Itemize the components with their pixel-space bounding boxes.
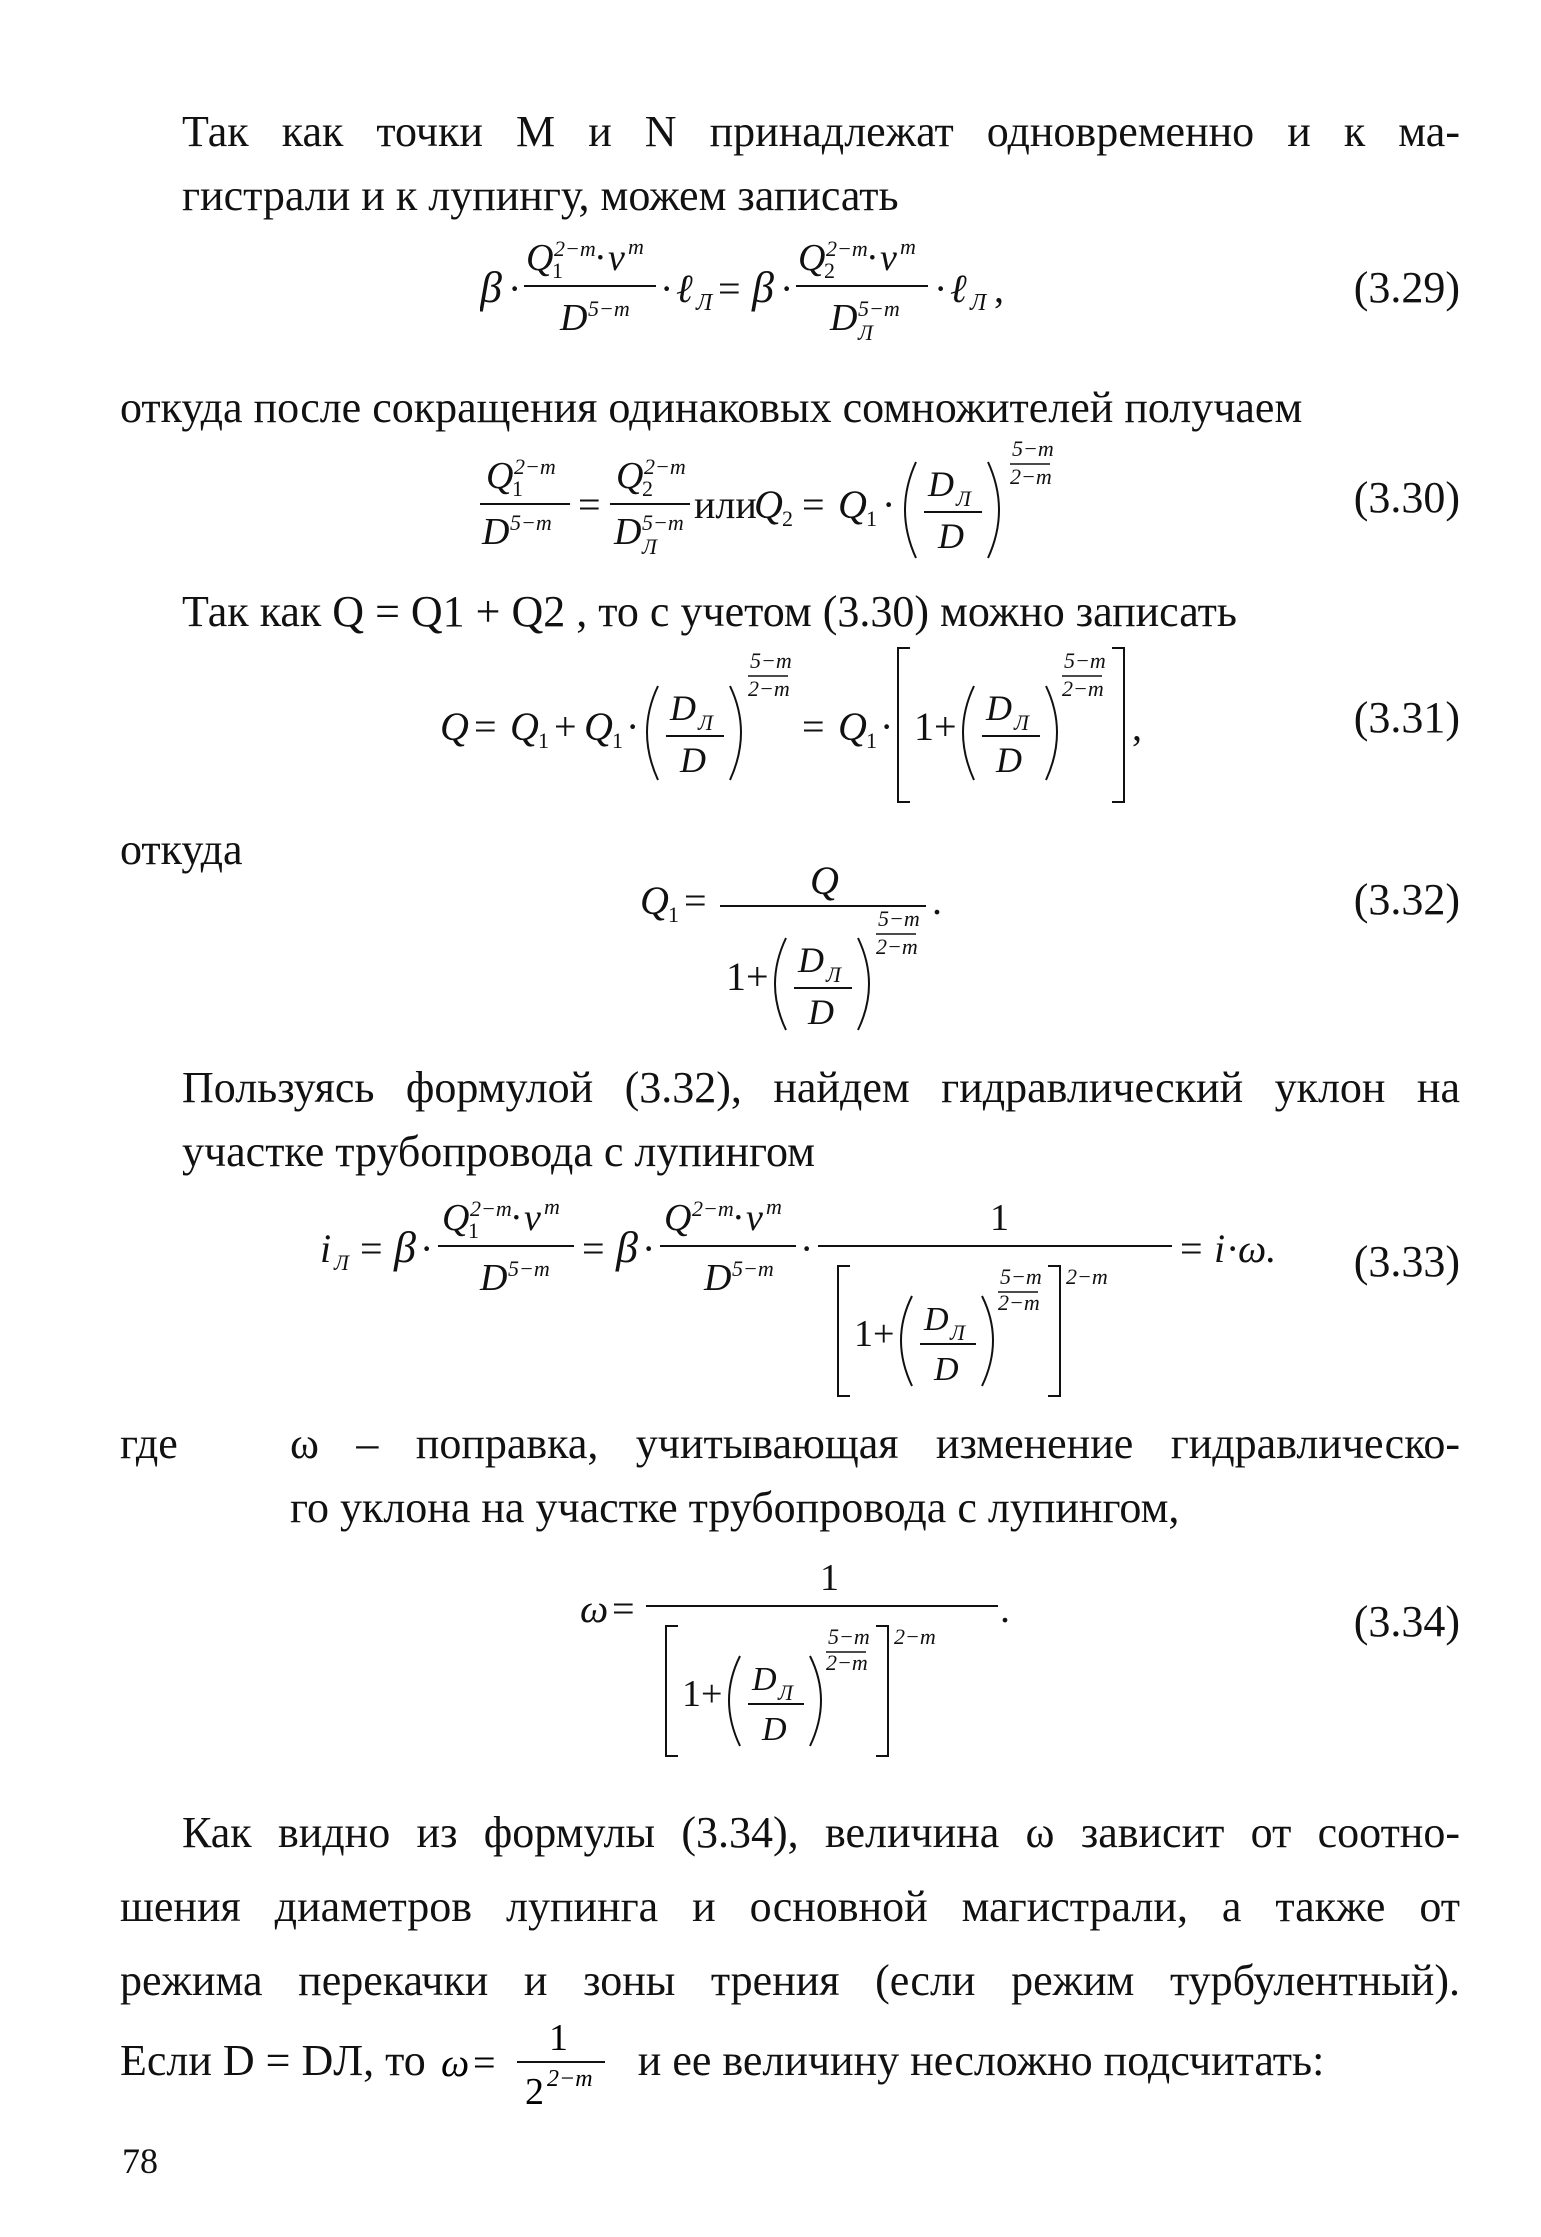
svg-text:β: β: [752, 263, 774, 312]
paragraph-conclusion-line-4-end: и ее величину несложно подсчитать:: [637, 2036, 1325, 2085]
svg-text:2−m: 2−m: [546, 2065, 593, 2092]
paragraph-intro-line-1: Так как точки M и N принадлежат одновременно и к ма-: [182, 107, 1460, 156]
svg-text:β: β: [616, 1223, 638, 1272]
svg-text:β: β: [480, 263, 502, 312]
svg-text:2−m: 2−m: [514, 454, 556, 479]
svg-text:Л: Л: [334, 1250, 349, 1275]
paragraph-intro-line-2: гистрали и к лупингу, можем записать: [182, 171, 899, 220]
svg-text:Q: Q: [754, 482, 783, 527]
svg-text:D: D: [704, 1257, 732, 1299]
paragraph-conclusion: [120, 1796, 1460, 2018]
paragraph-conclusion-line-2: шения диаметров лупинга и основной магистрали, а также от: [120, 1882, 1460, 1931]
svg-text:1: 1: [552, 258, 563, 283]
svg-text:2−m: 2−m: [1066, 1264, 1108, 1289]
svg-text:2: 2: [524, 2070, 544, 2110]
page-number: 78: [122, 2141, 158, 2181]
svg-text:1+: 1+: [914, 704, 957, 749]
svg-text:D: D: [830, 297, 858, 339]
svg-text:2−m: 2−m: [554, 236, 596, 261]
equation-3-34: [580, 1540, 1020, 1770]
svg-text:D: D: [924, 1301, 949, 1338]
svg-text:Q: Q: [640, 878, 669, 923]
where-label: где: [120, 1419, 178, 1468]
svg-text:m: m: [544, 1194, 560, 1219]
svg-text:2: 2: [824, 258, 835, 283]
svg-text:1+: 1+: [682, 1673, 723, 1715]
svg-text:1: 1: [820, 1557, 839, 1599]
svg-text:5−m: 5−m: [510, 510, 552, 535]
svg-text:2−m: 2−m: [748, 676, 790, 701]
svg-text:5−m: 5−m: [750, 648, 792, 673]
svg-text:Л: Л: [698, 710, 713, 735]
svg-text:m: m: [766, 1194, 782, 1219]
svg-text:2−m: 2−m: [1010, 464, 1052, 489]
svg-text:1+: 1+: [726, 954, 769, 999]
svg-text:=: =: [612, 1586, 635, 1631]
svg-text:D: D: [482, 511, 510, 553]
equation-number-3-30: (3.30): [1353, 473, 1460, 522]
svg-text:·: ·: [510, 1197, 523, 1239]
equation-number-3-32: (3.32): [1353, 875, 1460, 924]
svg-text:·: ·: [934, 266, 948, 311]
svg-text:5−m: 5−m: [858, 296, 900, 321]
where-text-line-2: го уклона на участке трубопровода с лупингом,: [290, 1483, 1180, 1532]
paragraph-gradient-line-1: Пользуясь формулой (3.32), найдем гидравлический уклон на: [182, 1063, 1460, 1112]
paragraph-after-reduction-text: откуда после сокращения одинаковых сомножителей получаем: [120, 383, 1303, 432]
svg-text:1: 1: [866, 506, 877, 531]
svg-text:5−m: 5−m: [1064, 648, 1106, 673]
equation-number-3-34: (3.34): [1353, 1597, 1460, 1646]
svg-text:Л: Л: [778, 1680, 793, 1705]
svg-text:Л: Л: [858, 320, 873, 345]
svg-text:ℓ: ℓ: [676, 266, 693, 311]
svg-text:i: i: [320, 1226, 332, 1271]
svg-text:·: ·: [780, 266, 794, 311]
svg-text:5−m: 5−m: [828, 1624, 870, 1649]
svg-text:ω: ω: [580, 1586, 609, 1631]
svg-text:D: D: [938, 516, 964, 556]
svg-text:=: =: [1180, 1226, 1203, 1271]
equation-3-32: [640, 850, 1000, 1050]
svg-text:Q: Q: [486, 455, 514, 497]
svg-text:=: =: [582, 1226, 605, 1271]
equation-number-3-29: (3.29): [1353, 263, 1460, 312]
svg-text:1: 1: [548, 2019, 568, 2059]
svg-text:D: D: [670, 688, 696, 728]
svg-text:D: D: [680, 740, 706, 780]
svg-text:Л: Л: [1014, 710, 1029, 735]
svg-text:D: D: [798, 940, 824, 980]
svg-text:=: =: [684, 878, 707, 923]
svg-text:.: .: [1000, 1586, 1010, 1631]
paragraph-after-reduction: [120, 376, 1460, 440]
svg-text:D: D: [928, 464, 954, 504]
svg-text:D: D: [808, 992, 834, 1032]
svg-text:5−m: 5−m: [1000, 1264, 1042, 1289]
svg-text:Л: Л: [696, 290, 713, 316]
svg-text:D: D: [560, 297, 588, 339]
svg-text:2−m: 2−m: [876, 934, 918, 959]
svg-text:2−m: 2−m: [998, 1290, 1040, 1315]
equation-number-3-33: (3.33): [1353, 1237, 1460, 1286]
svg-text:ν: ν: [608, 237, 625, 279]
svg-text:5−m: 5−m: [1012, 436, 1054, 461]
svg-text:5−m: 5−m: [588, 296, 630, 321]
svg-text:Q: Q: [526, 237, 554, 279]
svg-text:5−m: 5−m: [508, 1256, 550, 1281]
svg-text:1: 1: [512, 476, 523, 501]
paragraph-whence-text: откуда: [120, 825, 243, 874]
svg-text:=: =: [578, 482, 601, 527]
svg-text:2−m: 2−m: [692, 1196, 734, 1221]
svg-text:=: =: [802, 704, 825, 749]
svg-text:=: =: [472, 2039, 496, 2085]
svg-text:ν: ν: [524, 1197, 541, 1239]
svg-text:ω: ω: [440, 2039, 470, 2085]
svg-text:i: i: [1214, 1226, 1226, 1271]
svg-text:2: 2: [782, 506, 793, 531]
paragraph-conclusion-line-4: [120, 2016, 1460, 2110]
svg-text:D: D: [762, 1711, 787, 1748]
svg-text:D: D: [934, 1351, 959, 1388]
svg-text:,: ,: [994, 266, 1004, 311]
svg-text:ℓ: ℓ: [950, 266, 967, 311]
paragraph-gradient: [120, 1056, 1460, 1184]
paragraph-conclusion-line-3: режима перекачки и зоны трения (если режим турбулентный).: [120, 1956, 1460, 2005]
paragraph-gradient-line-2: участке трубопровода с лупингом: [182, 1127, 815, 1176]
inline-omega-formula: [437, 2020, 627, 2110]
svg-text:D: D: [752, 1661, 777, 1698]
svg-text:1: 1: [538, 728, 549, 753]
svg-text:=: =: [802, 482, 825, 527]
equation-3-33: [320, 1180, 1280, 1410]
where-text: [290, 1412, 1460, 1540]
paragraph-sum: [120, 580, 1460, 644]
svg-text:2−m: 2−m: [644, 454, 686, 479]
svg-text:Q: Q: [838, 704, 867, 749]
svg-text:2−m: 2−m: [826, 236, 868, 261]
svg-text:1: 1: [866, 728, 877, 753]
svg-text:2−m: 2−m: [1062, 676, 1104, 701]
equation-number-3-31: (3.31): [1353, 693, 1460, 742]
paragraph-conclusion-line-4-start: Если D = DЛ, то: [120, 2036, 426, 2085]
svg-text:D: D: [480, 1257, 508, 1299]
svg-text:·: ·: [594, 237, 607, 279]
svg-text:·: ·: [626, 704, 640, 749]
svg-text:5−m: 5−m: [732, 1256, 774, 1281]
paragraph-conclusion-line-1: Как видно из формулы (3.34), величина ω зависит от соотно-: [182, 1808, 1460, 1857]
equation-3-29: [480, 230, 1040, 360]
paragraph-intro: [120, 100, 1460, 228]
svg-text:1+: 1+: [854, 1313, 895, 1355]
svg-text:·: ·: [866, 237, 879, 279]
svg-text:Л: Л: [642, 534, 657, 559]
svg-text:ν: ν: [880, 237, 897, 279]
svg-text:·: ·: [660, 266, 674, 311]
svg-text:·: ·: [800, 1226, 814, 1271]
svg-text:Q: Q: [838, 482, 867, 527]
svg-text:·: ·: [1226, 1226, 1240, 1271]
svg-text:1: 1: [468, 1218, 479, 1243]
svg-text:=: =: [474, 704, 497, 749]
svg-text:2−m: 2−m: [470, 1196, 512, 1221]
svg-text:Q: Q: [440, 704, 469, 749]
svg-text:Л: Л: [826, 962, 841, 987]
svg-text:Q: Q: [442, 1197, 470, 1239]
svg-text:D: D: [986, 688, 1012, 728]
svg-text:Q: Q: [798, 237, 826, 279]
equation-3-31: [440, 640, 1180, 810]
svg-text:·: ·: [642, 1226, 656, 1271]
svg-text:2: 2: [642, 476, 653, 501]
svg-text:m: m: [628, 234, 644, 259]
where-text-line-1: ω – поправка, учитывающая изменение гидравлическо-: [290, 1419, 1460, 1468]
svg-text:β: β: [394, 1223, 416, 1272]
svg-text:Q: Q: [510, 704, 539, 749]
svg-text:ω.: ω.: [1238, 1226, 1277, 1271]
svg-text:Л: Л: [970, 290, 987, 316]
svg-text:m: m: [900, 234, 916, 259]
svg-text:=: =: [718, 266, 741, 311]
svg-text:Q: Q: [664, 1197, 692, 1239]
svg-text:Q: Q: [810, 858, 839, 903]
svg-text:2−m: 2−m: [826, 1650, 868, 1675]
svg-text:,: ,: [1132, 704, 1142, 749]
svg-text:D: D: [614, 511, 642, 553]
svg-text:·: ·: [420, 1226, 434, 1271]
svg-text:.: .: [932, 878, 942, 923]
svg-text:5−m: 5−m: [878, 906, 920, 931]
svg-text:D: D: [996, 740, 1022, 780]
svg-text:Q: Q: [616, 455, 644, 497]
equation-3-30: [480, 432, 1120, 572]
paragraph-sum-text: Так как Q = Q1 + Q2 , то с учетом (3.30) можно записать: [182, 587, 1237, 636]
svg-text:5−m: 5−m: [642, 510, 684, 535]
svg-text:·: ·: [880, 704, 894, 749]
svg-text:=: =: [360, 1226, 383, 1271]
svg-text:1: 1: [612, 728, 623, 753]
svg-text:1: 1: [668, 902, 679, 927]
svg-text:1: 1: [990, 1197, 1009, 1239]
svg-text:·: ·: [508, 266, 522, 311]
svg-text:Л: Л: [956, 486, 971, 511]
svg-text:ν: ν: [746, 1197, 763, 1239]
svg-text:Q: Q: [584, 704, 613, 749]
svg-text:+: +: [554, 704, 577, 749]
svg-text:·: ·: [732, 1197, 745, 1239]
svg-text:Л: Л: [950, 1320, 965, 1345]
svg-text:2−m: 2−m: [894, 1624, 936, 1649]
equation-3-30-or-word: или: [694, 482, 757, 527]
svg-text:·: ·: [882, 482, 896, 527]
